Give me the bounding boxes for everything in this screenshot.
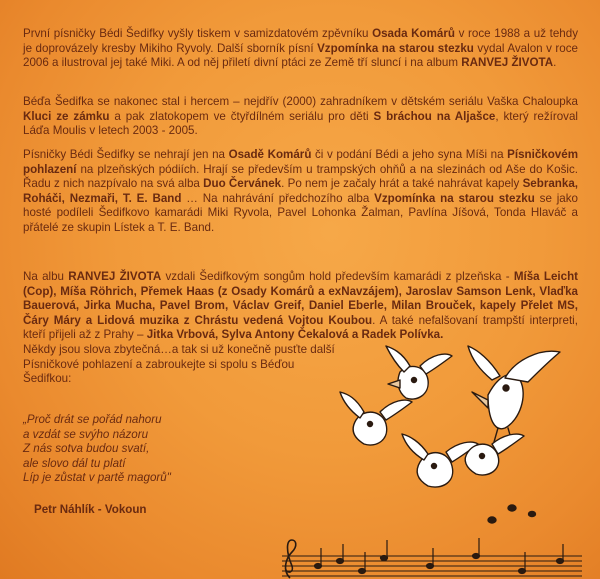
text-run: vydal Avalon v roce 2006 a ilustroval jej také Miki. A od něj přiletí divní ptáci ze Země tří sluncí i na album: [23, 41, 578, 70]
quote-line: „Proč drát se pořád nahoru: [23, 413, 162, 426]
text-run: . Po nem je začaly hrát a také nahrávat kapely: [281, 177, 523, 191]
bold-text-run: Míša Leicht (Cop), Míša Röhrich, Přemek Haas (z Osady Komárů a exNavzájem), Jaroslav Samson Lenk, Vlaďka Bauerová, Jirka Mucha, Pavel Brom, Václav Greif, Daniel Eberle, Milan Brouček, kapely Přelet MS, Čáry Máry a Lidová muzika z Chrástu vedená Vojtou Koubou: [23, 270, 579, 327]
text-run: či v podání Bédi a jeho syna Míši na: [311, 148, 508, 161]
bold-text-run: RANVEJ ŽIVOTA: [461, 56, 554, 70]
bold-text-run: Vzpomínka na starou stezku: [374, 191, 535, 205]
text-run: Písničkové pohlazení a zabroukejte si spolu s Béďou: [23, 357, 295, 371]
text-run: Písničky Bédi Šedifky se nehrají jen na: [23, 148, 229, 161]
bold-text-run: Sebranka, Roháči, Nezmaři, T. E. Band: [23, 177, 578, 205]
bold-text-run: S bráchou na Aljašce: [373, 109, 496, 123]
text-run: , který režíroval Láďa Moulis v letech 2003 - 2005.: [23, 109, 578, 138]
bold-text-run: Písničkovém pohlazení: [23, 148, 578, 176]
bold-text-run: Osadě Komárů: [228, 148, 312, 161]
text-run: vzdali Šedifkovým songům hold především kamarádi z plzeňska -: [161, 270, 514, 283]
text-run: .: [553, 56, 557, 70]
text-run: se jako hosté podíleli Šedifkovo kamarádi Miki Ryvola, Pavel Lohonka Žalman, Pavlína Jíšová, Tonda Hlaváč a přátelé ze skupin Lístek a T. E. Band.: [23, 191, 578, 234]
text-run: a pak zlatokopem ve čtyřdílném seriálu pro děti: [109, 109, 374, 123]
text-run: … Na nahrávání předchozího alba: [181, 191, 375, 205]
bold-text-run: Vzpomínka na starou stezku: [317, 41, 474, 55]
text-run: Někdy jsou slova zbytečná…a tak si už konečně pusťte další: [23, 342, 335, 356]
quote-line: Líp je zůstat v partě magorů": [23, 471, 171, 485]
quote-line: Z nás sotva budou svatí,: [23, 442, 150, 456]
bold-text-run: Duo Červánek: [203, 177, 282, 191]
text-run: První písničky Bédi Šedifky vyšly tiskem v samizdatovém zpěvníku: [23, 27, 373, 40]
text-run: . A také nefalšovaní trampští interpreti, kteří přijeli až z Prahy –: [23, 313, 578, 342]
author-signature: Petr Náhlík - Vokoun: [34, 503, 147, 516]
text-run: Šedifkou:: [23, 372, 72, 386]
text-run: na plzeňských pódiích. Hrají se především u trampských ohňů a na slezinách od Aše do Košic. Řadu z nich nazpívalo na svá alba: [23, 162, 578, 191]
bold-text-run: Kluci ze zámku: [23, 109, 110, 123]
bold-text-run: Jitka Vrbová, Sylva Antony Čekalová a Radek Polívka.: [146, 328, 444, 342]
text-run: Na albu: [23, 270, 69, 283]
bold-text-run: RANVEJ ŽIVOTA: [68, 270, 162, 283]
quote-line: a vzdát se svýho názoru: [23, 427, 149, 441]
bold-text-run: Osada Komárů: [372, 27, 455, 40]
quote-line: ale slovo dál tu platí: [23, 456, 126, 470]
text-run: v roce 1988 a už tehdy je doprovázely kresby Mikiho Ryvoly. Další sborník písní: [23, 27, 578, 55]
text-run: Béďa Šedifka se nakonec stal i hercem – nejdřív (2000) zahradníkem v dětském seriálu Vaška Chaloupka: [23, 95, 578, 108]
